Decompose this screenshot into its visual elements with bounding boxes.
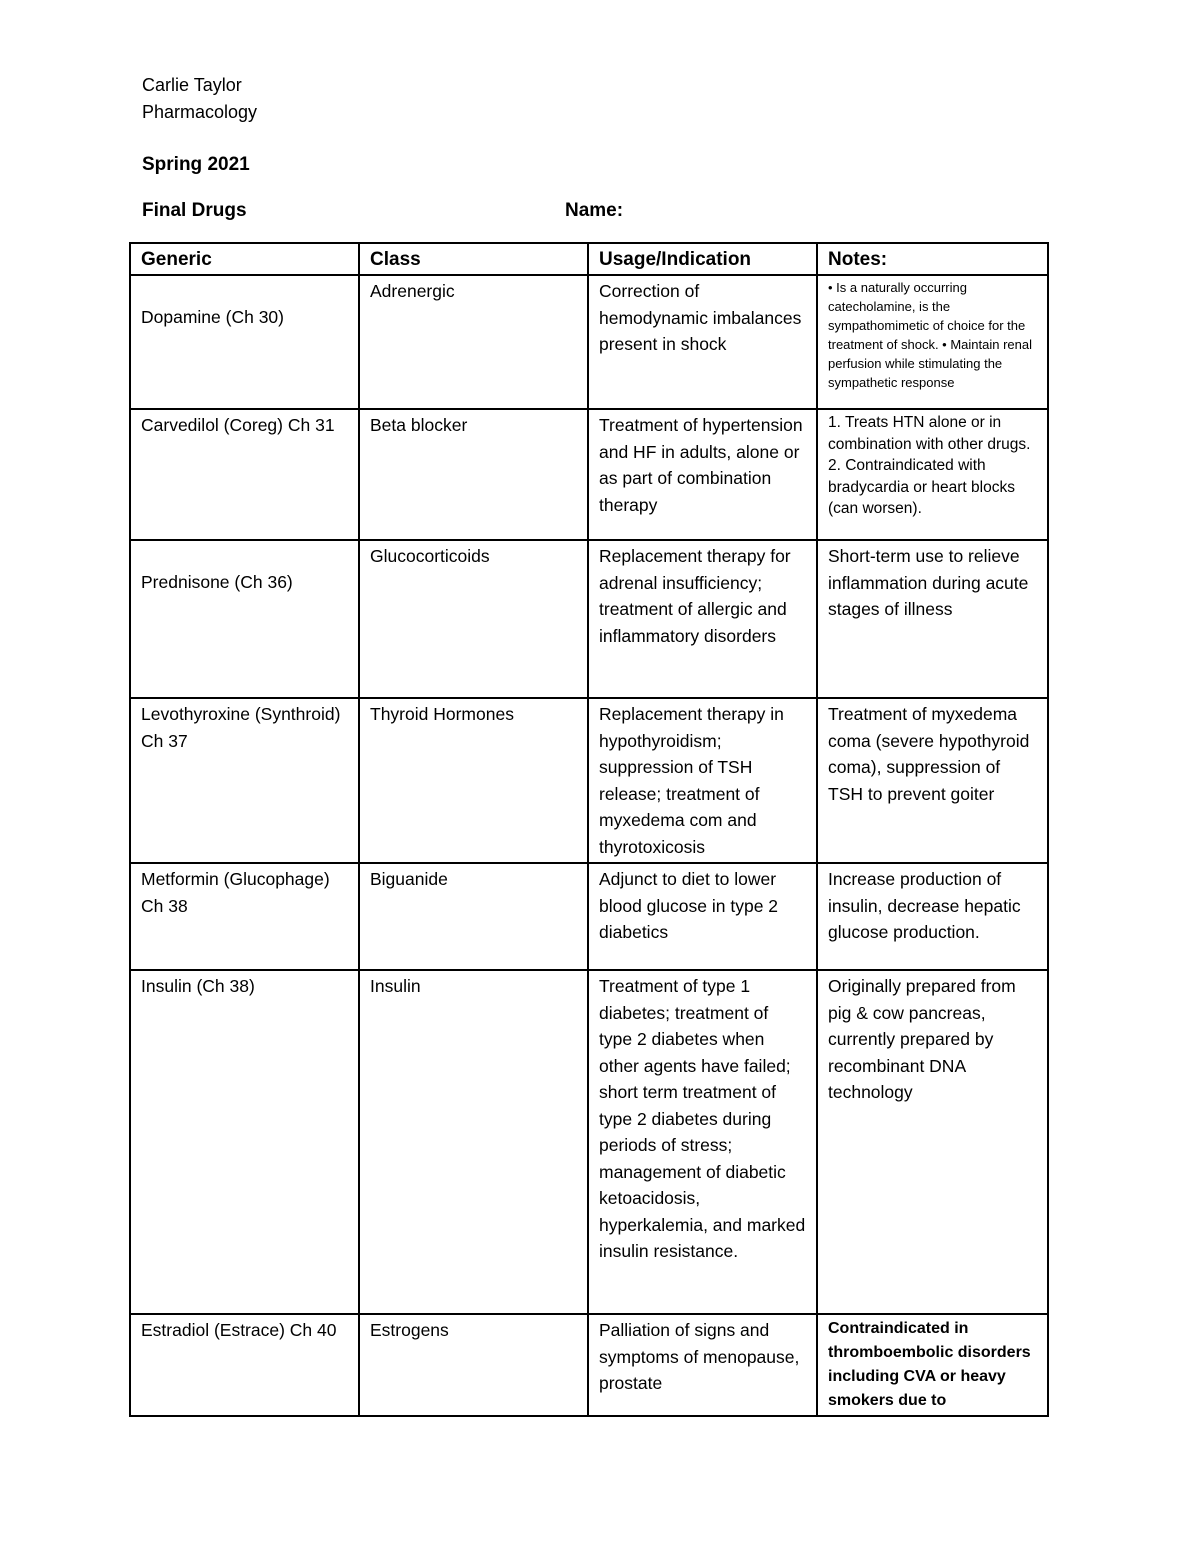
cell-usage: Treatment of hypertension and HF in adults, alone or as part of combination therapy [588, 409, 817, 540]
cell-generic: Dopamine (Ch 30) [130, 275, 359, 409]
column-header-generic: Generic [130, 243, 359, 275]
page-title: Final Drugs [142, 200, 247, 221]
table-row [130, 409, 1048, 540]
note-line: 2. Contraindicated with bradycardia or heart blocks (can worsen). [828, 457, 1015, 517]
cell-generic: Estradiol (Estrace) Ch 40 [130, 1314, 359, 1416]
cell-usage: Replacement therapy for adrenal insufficiency; treatment of allergic and inflammatory disorders [588, 540, 817, 698]
table-row [130, 1314, 1048, 1416]
table-header-row [130, 243, 1048, 275]
cell-class: Adrenergic [359, 275, 588, 409]
column-header-notes: Notes: [817, 243, 1048, 275]
cell-generic: Metformin (Glucophage) Ch 38 [130, 863, 359, 970]
cell-notes [817, 409, 1048, 540]
cell-notes: Short-term use to relieve inflammation during acute stages of illness [817, 540, 1048, 698]
cell-usage: Correction of hemodynamic imbalances present in shock [588, 275, 817, 409]
cell-usage: Palliation of signs and symptoms of menopause, prostate [588, 1314, 817, 1416]
table-row [130, 275, 1048, 409]
cell-generic: Insulin (Ch 38) [130, 970, 359, 1314]
term-label: Spring 2021 [142, 154, 250, 175]
note-line: 1. Treats HTN alone or in combination with other drugs. [828, 414, 1031, 453]
cell-class: Beta blocker [359, 409, 588, 540]
author-name: Carlie Taylor [142, 75, 242, 95]
table-row [130, 970, 1048, 1314]
cell-notes: • Is a naturally occurring catecholamine, is the sympathomimetic of choice for the treatment of shock. • Maintain renal perfusion while stimulating the sympathetic response [817, 275, 1048, 409]
cell-generic: Levothyroxine (Synthroid) Ch 37 [130, 698, 359, 863]
drug-table [129, 242, 1049, 1417]
cell-notes: Contraindicated in thromboembolic disorders including CVA or heavy smokers due to [817, 1314, 1048, 1416]
cell-class: Glucocorticoids [359, 540, 588, 698]
cell-notes: Originally prepared from pig & cow pancreas, currently prepared by recombinant DNA technology [817, 970, 1048, 1314]
cell-usage: Adjunct to diet to lower blood glucose in type 2 diabetics [588, 863, 817, 970]
column-header-class: Class [359, 243, 588, 275]
table-row [130, 698, 1048, 863]
cell-usage: Treatment of type 1 diabetes; treatment of type 2 diabetes when other agents have failed; short term treatment of type 2 diabetes during periods of stress; management of diabetic ketoacidosis, hyperkalemia, and marked insulin resistance. [588, 970, 817, 1314]
cell-class: Estrogens [359, 1314, 588, 1416]
table-row [130, 540, 1048, 698]
cell-class: Thyroid Hormones [359, 698, 588, 863]
table-row [130, 863, 1048, 970]
cell-class: Insulin [359, 970, 588, 1314]
cell-generic: Carvedilol (Coreg) Ch 31 [130, 409, 359, 540]
name-label: Name: [565, 200, 624, 221]
cell-notes: Treatment of myxedema coma (severe hypothyroid coma), suppression of TSH to prevent goiter [817, 698, 1048, 863]
column-header-usage: Usage/Indication [588, 243, 817, 275]
cell-class: Biguanide [359, 863, 588, 970]
cell-notes: Increase production of insulin, decrease hepatic glucose production. [817, 863, 1048, 970]
cell-generic: Prednisone (Ch 36) [130, 540, 359, 698]
course-name: Pharmacology [142, 102, 258, 122]
cell-usage: Replacement therapy in hypothyroidism; suppression of TSH release; treatment of myxedema com and thyrotoxicosis [588, 698, 817, 863]
